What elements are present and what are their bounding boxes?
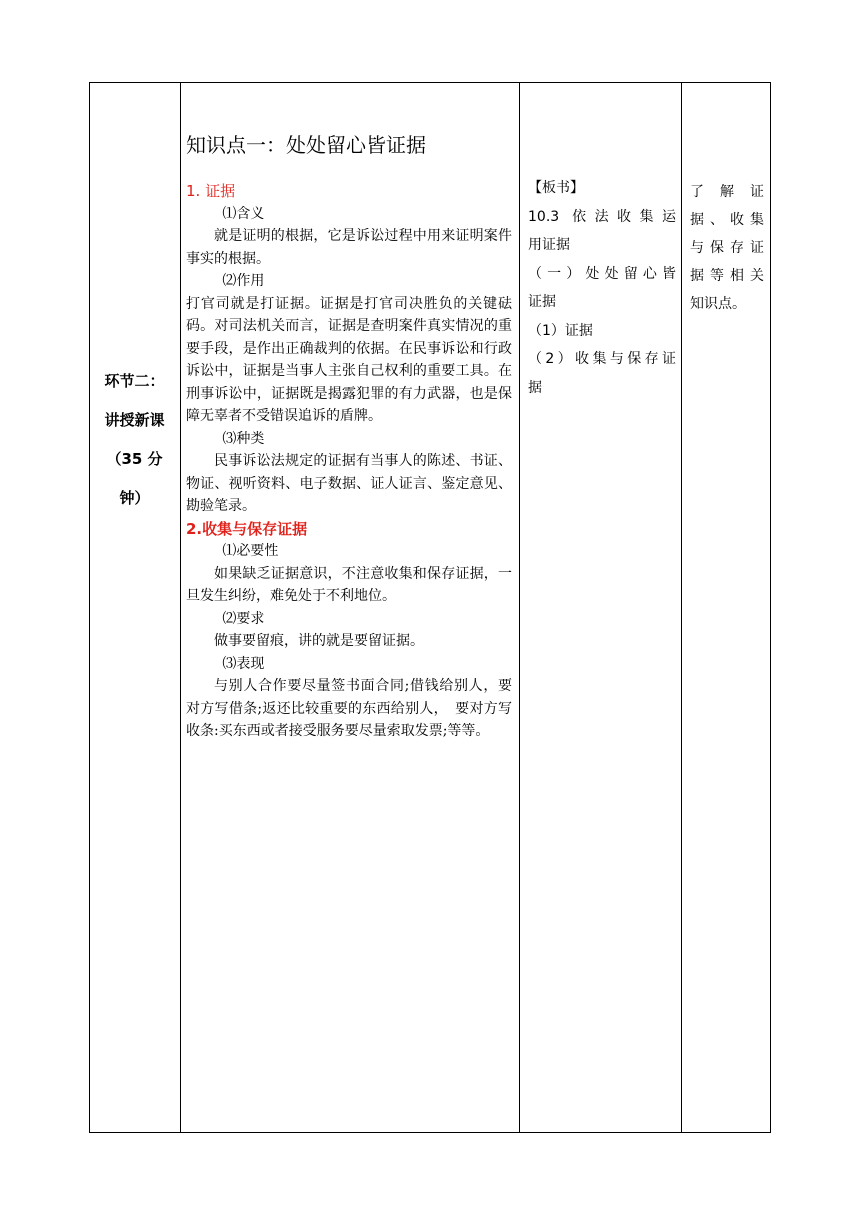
board-line: （2）收集与保存证: [528, 351, 676, 367]
section-heading: 2.收集与保存证据: [186, 519, 308, 538]
column-divider-1: [180, 82, 181, 1133]
board-line: 据: [528, 379, 542, 396]
objective-line: 了 解 证: [690, 184, 764, 200]
stage-line: 讲授新课: [104, 411, 165, 429]
board-line: 证据: [528, 294, 556, 310]
objective-line: 知识点。: [690, 296, 746, 312]
table-bottom-border: [89, 1132, 771, 1133]
paragraph: 与别人合作要尽量签书面合同;借钱给别人，要对方写借条;返还比较重要的东西给别人， 要对方写收条:买东西或者接受服务要尽量索取发票;等等。: [186, 678, 512, 739]
board-line: 10.3 依法收集运: [528, 208, 676, 225]
table-left-border: [89, 82, 90, 1133]
paragraph: 做事要留痕，讲的就是要留证据。: [214, 633, 424, 649]
column-divider-2: [519, 82, 520, 1133]
objective-cell: [690, 178, 764, 318]
subsection-label: ⑶种类: [222, 430, 265, 447]
paragraph: 打官司就是打证据。证据是打官司决胜负的关键砝码。对司法机关而言，证据是查明案件真实情况的重要手段，是作出正确裁判的依据。在民事诉讼和行政诉讼中，证据是当事人主张自己权利的重要工具。在刑事诉讼中，证据既是揭露犯罪的有力武器，也是保障无辜者不受错误追诉的盾牌。: [186, 295, 512, 424]
stage-line: 钟）: [119, 489, 150, 507]
subsection-label: ⑶表现: [222, 655, 265, 672]
board-line: （1）证据: [528, 322, 593, 339]
paragraph: 如果缺乏证据意识，不注意收集和保存证据，一旦发生纠纷，难免处于不利地位。: [186, 565, 512, 604]
board-line: 用证据: [528, 237, 570, 253]
table-top-border: [89, 82, 771, 83]
board-line: （一）处处留心皆: [528, 265, 676, 282]
content-cell: [186, 132, 512, 743]
objective-line: 与保存证: [690, 240, 764, 256]
subsection-label: ⑵作用: [222, 273, 265, 289]
subsection-label: ⑴必要性: [222, 543, 279, 559]
subsection-label: ⑵要求: [222, 610, 265, 627]
subsection-label: ⑴含义: [222, 205, 265, 222]
blackboard-cell: [528, 174, 676, 402]
column-divider-3: [681, 82, 682, 1133]
board-line: 【板书】: [528, 180, 584, 196]
knowledge-point-title: 知识点一：处处留心皆证据: [186, 133, 426, 157]
paragraph: 就是证明的根据，它是诉讼过程中用来证明案件事实的根据。: [186, 228, 512, 267]
objective-line: 据等相关: [690, 268, 764, 284]
stage-line: 环节二：: [104, 372, 165, 390]
table-right-border: [770, 82, 771, 1133]
section-heading: 1. 证据: [186, 182, 236, 200]
objective-line: 据、收集: [690, 212, 764, 228]
lesson-table: [89, 82, 771, 1133]
stage-line: （35 分: [106, 450, 163, 468]
paragraph: 民事诉讼法规定的证据有当事人的陈述、书证、物证、视听资料、电子数据、证人证言、鉴定意见、勘验笔录。: [186, 453, 512, 514]
stage-cell: [89, 362, 180, 518]
